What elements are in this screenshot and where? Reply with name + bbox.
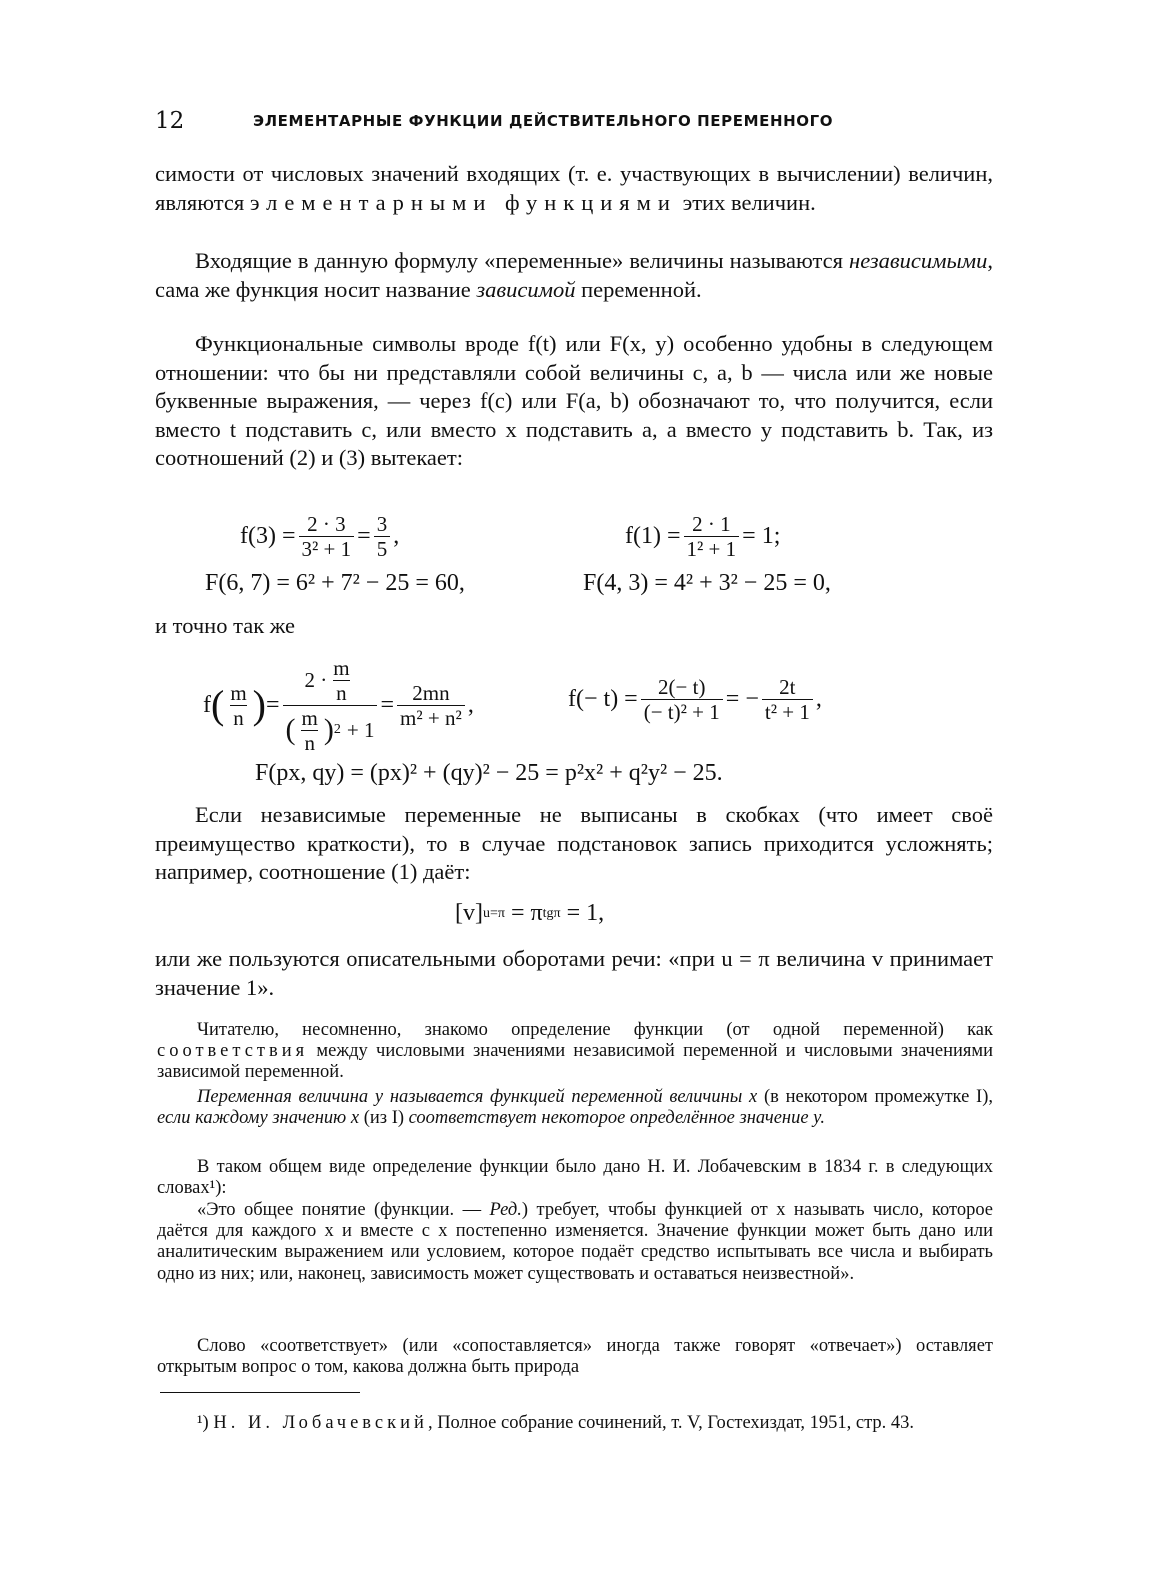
numerator: 2(− t)	[658, 675, 706, 699]
bracket-v: [v]	[455, 900, 483, 926]
numerator: 3	[376, 512, 388, 536]
footnote-author: Н. И. Лобачевский	[213, 1413, 428, 1433]
denominator: ( $\frac{m}{n}$ ) 2 + 1	[283, 705, 378, 755]
emphasized-term: соответствия	[157, 1041, 309, 1062]
formula-ft-lhs: f(− t) =	[568, 686, 638, 712]
paren-close: )	[252, 682, 266, 727]
paren-open: (	[211, 682, 225, 727]
formula-tail: ,	[393, 523, 400, 549]
definition-e: соответствует некоторое определённое значение y.	[408, 1108, 825, 1129]
fraction	[227, 681, 249, 730]
numerator: 2 · 3	[307, 512, 346, 536]
definition-c: если каждому значению x	[157, 1108, 360, 1129]
function-definition	[157, 1087, 993, 1129]
formula-tail: ,	[467, 691, 474, 718]
numerator: 2t	[779, 675, 796, 699]
numerator: m	[333, 655, 350, 680]
running-title: ЭЛЕМЕНТАРНЫЕ ФУНКЦИИ ДЕЙСТВИТЕЛЬНОГО ПЕРЕМЕННОГО	[253, 112, 834, 130]
numerator: m	[301, 705, 318, 730]
small-paragraph-3: В таком общем виде определение функции было дано Н. И. Лобачевским в 1834 г. в следующих словах¹):	[157, 1157, 993, 1199]
fraction	[374, 512, 391, 561]
denominator: (− t)² + 1	[641, 699, 723, 724]
paragraph-4: и точно так же	[155, 613, 295, 638]
small-1-a: Читателю, несомненно, знакомо определение функции (от одной переменной) как	[197, 1020, 993, 1040]
term-independent: независимыми	[849, 248, 988, 273]
fraction	[397, 681, 465, 730]
compound-fraction	[283, 656, 378, 755]
footnote-text: , Полное собрание сочинений, т. V, Гостехиздат, 1951, стр. 43.	[427, 1413, 915, 1433]
small-1-c: между числовыми значениями независимой переменной и числовыми значениями зависимой переменной.	[157, 1041, 993, 1083]
small-paragraph-5: Слово «соответствует» (или «сопоставляется» иногда также говорят «отвечает») оставляет открытым вопрос о том, какова должна быть природа	[157, 1336, 993, 1378]
denominator: 5	[374, 536, 391, 561]
equals-pi: = π	[510, 900, 543, 926]
formula-f3-lhs: f(3) =	[240, 523, 296, 549]
equals-sign: =	[357, 523, 371, 549]
formula-tail: = 1;	[742, 523, 781, 549]
formula-f1-lhs: f(1) =	[625, 523, 681, 549]
formula-f1	[625, 512, 780, 561]
numerator	[301, 656, 358, 705]
paragraph-2	[155, 247, 993, 304]
fraction	[330, 656, 352, 705]
footnote	[157, 1412, 993, 1435]
fraction	[299, 706, 321, 755]
equals-sign: =	[266, 691, 280, 718]
denominator: 3² + 1	[299, 536, 355, 561]
paren-open: (	[285, 713, 296, 746]
fraction	[299, 512, 355, 561]
paragraph-3: Функциональные символы вроде f(t) или F(x, y) особенно удобны в следующем отношении: что бы ни представляли собой величины c, a, b — числа или же новые буквенные выражения, — через f(c) или F(a, b) обозначают то, что получится, если вместо t подставить c, или вместо x подставить a, а вместо y подставить b. Так, из соотношений (2) и (3) вытекает:	[155, 331, 993, 470]
small-paragraph-1	[157, 1020, 993, 1084]
denominator: n	[333, 680, 350, 705]
paragraph-1-a: симости от числовых значений входящих (т. е. участвующих в вычислении) величин, являются	[155, 161, 993, 215]
formula-F43: F(4, 3) = 4² + 3² − 25 = 0,	[583, 570, 831, 596]
numerator-prefix: 2 ·	[304, 668, 328, 692]
term-dependent: зависимой	[476, 276, 576, 302]
formula-f-minus-t	[568, 675, 822, 724]
definition-a: Переменная величина y называется функцией переменной величины x	[197, 1087, 758, 1107]
emphasized-term: элементарными функциями	[249, 189, 677, 215]
denominator: 1² + 1	[684, 536, 740, 561]
quote-c: ) требует, чтобы функцией от x называть число, которое даётся для каждого x и вместе с x постепенно изменяется. Значение функции может быть дано или аналитическим выражением или условием, которое подаёт средство испытывать все числа и выбирать одно из них; или, наконец, зависимость может существовать и оставаться неизвестной».	[157, 1200, 994, 1284]
quote-editor-note: Ред.	[489, 1200, 522, 1220]
fraction	[762, 675, 813, 724]
footnote-mark: ¹)	[197, 1413, 209, 1433]
numerator: 2 · 1	[692, 512, 731, 536]
denominator: n	[230, 705, 247, 730]
formula-f-m-n	[203, 655, 474, 755]
definition-b: (в некотором промежутке I),	[757, 1087, 993, 1107]
page-number: 12	[155, 108, 185, 134]
numerator: m	[230, 680, 247, 705]
numerator: 2mn	[412, 680, 450, 705]
formula-F-px-qy: F(px, qy) = (px)² + (qy)² − 25 = p²x² + q²y² − 25.	[255, 760, 723, 786]
denominator-tail: + 1	[346, 718, 375, 742]
equals-minus: = −	[725, 686, 759, 712]
formula-tail: ,	[815, 686, 822, 712]
paragraph-5: Если независимые переменные не выписаны в скобках (что имеет своё преимущество краткости), то в случае подстановок запись приходится усложнять; например, соотношение (1) даёт:	[155, 802, 993, 884]
paragraph-2-e: переменной.	[575, 276, 702, 302]
paren-close: )	[323, 713, 334, 746]
lobachevsky-quote	[157, 1200, 993, 1285]
fraction	[641, 675, 723, 724]
fraction	[684, 512, 740, 561]
formula-tail: = 1,	[566, 900, 605, 926]
denominator: m² + n²	[397, 705, 465, 730]
denominator: t² + 1	[762, 699, 813, 724]
formula-substitution: [v] u=π = π tgπ = 1,	[455, 900, 605, 926]
paragraph-1	[155, 160, 993, 217]
footnote-divider	[160, 1392, 360, 1393]
formula-F67: F(6, 7) = 6² + 7² − 25 = 60,	[205, 570, 465, 596]
quote-a: «Это общее понятие (функции. —	[197, 1200, 490, 1220]
function-symbol: f	[203, 691, 211, 718]
paragraph-1-c: этих величин.	[676, 189, 816, 215]
equals-sign: =	[380, 691, 395, 718]
paragraph-2-a: Входящие в данную формулу «переменные» величины называются	[195, 248, 850, 273]
definition-d: (из I)	[359, 1108, 409, 1129]
denominator: n	[301, 730, 318, 755]
paragraph-2-c: , сама же функция носит название	[155, 248, 993, 302]
formula-f3	[240, 512, 399, 561]
paragraph-6: или же пользуются описательными оборотами речи: «при u = π величина v принимает значение 1».	[155, 946, 993, 1000]
